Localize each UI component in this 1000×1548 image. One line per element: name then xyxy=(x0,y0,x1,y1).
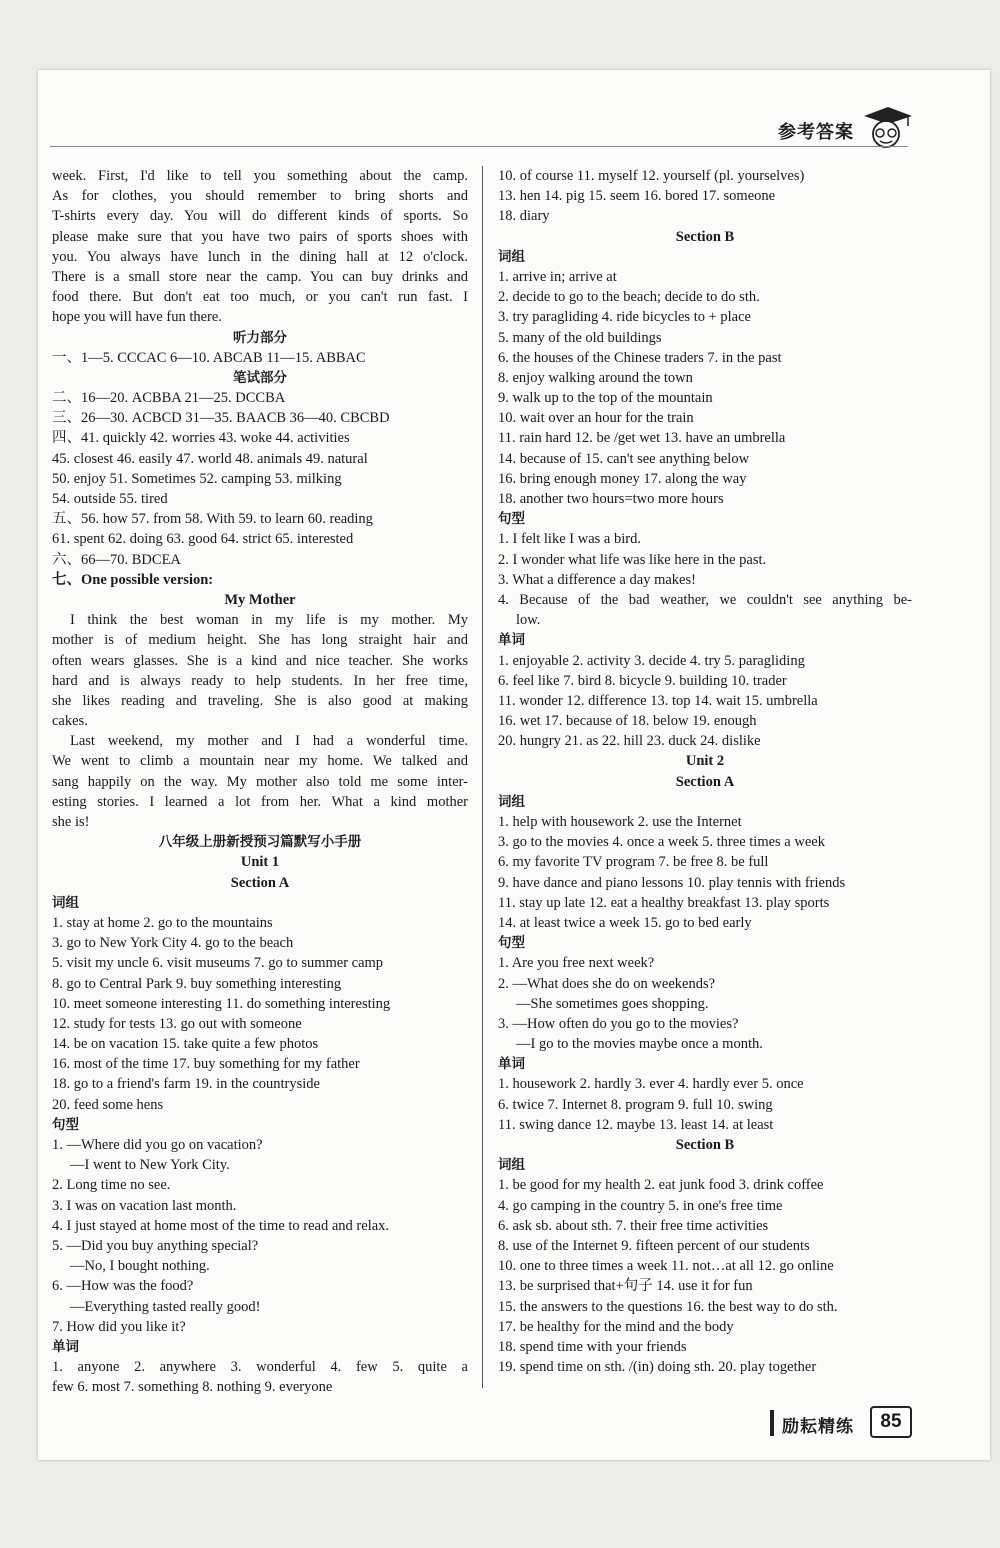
left-column-line: please make sure that you have two pairs of sports shoes with xyxy=(52,228,468,245)
right-column-line: 11. wonder 12. difference 13. top 14. wait 15. umbrella xyxy=(498,692,818,709)
left-column-line: 四、41. quickly 42. worries 43. woke 44. activities xyxy=(52,430,350,447)
right-column-line: 3. —How often do you go to the movies? xyxy=(498,1015,739,1032)
right-column-line: 18. another two hours=two more hours xyxy=(498,491,724,507)
right-column-line: 2. I wonder what life was like here in the past. xyxy=(498,551,767,568)
right-column-line: 4. Because of the bad weather, we couldn't see anything be- xyxy=(498,591,912,608)
left-column-line: you. You always have lunch in the dining hall at 12 o'clock. xyxy=(52,248,468,265)
left-column-line: she likes reading and traveling. She is also good at making xyxy=(52,692,468,709)
right-column-line: 16. bring enough money 17. along the way xyxy=(498,470,747,487)
left-column-line: There is a small store near the camp. You can buy drinks and xyxy=(52,268,468,285)
right-column-line: 6. feel like 7. bird 8. bicycle 9. building 10. trader xyxy=(498,672,787,689)
right-column-line: Unit 2 xyxy=(685,753,725,770)
footer-bar xyxy=(770,1410,774,1436)
right-column-line: 18. spend time with your friends xyxy=(498,1338,687,1355)
left-column-line: 六、66—70. BDCEA xyxy=(52,551,181,568)
right-column-line: 13. be surprised that+句子 14. use it for fun xyxy=(498,1278,753,1295)
left-column-line: —I went to New York City. xyxy=(70,1157,230,1174)
right-column-line: 单词 xyxy=(498,632,525,649)
right-column-line: 10. one to three times a week 11. not…at all 12. go online xyxy=(498,1258,834,1275)
right-column-line: Section A xyxy=(675,773,735,790)
left-column-line: 笔试部分 xyxy=(233,369,287,386)
right-column-line: 单词 xyxy=(498,1056,525,1073)
left-column-line: 5. visit my uncle 6. visit museums 7. go to summer camp xyxy=(52,955,384,972)
left-column-line: 5. —Did you buy anything special? xyxy=(52,1237,259,1254)
left-column-line: 八年级上册新授预习篇默写小手册 xyxy=(158,834,362,851)
right-column-line: —She sometimes goes shopping. xyxy=(516,995,709,1012)
left-column-line: 句型 xyxy=(52,1116,79,1133)
right-column-line: 15. the answers to the questions 16. the best way to do sth. xyxy=(498,1298,838,1315)
left-column-line: week. First, I'd like to tell you something about the camp. xyxy=(52,168,468,184)
right-column-line: 句型 xyxy=(498,511,525,528)
right-column-line: 9. have dance and piano lessons 10. play tennis with friends xyxy=(498,874,846,891)
left-column xyxy=(52,166,468,1397)
right-column-line: 1. enjoyable 2. activity 3. decide 4. try 5. paragliding xyxy=(498,652,805,669)
right-column-line: 1. Are you free next week? xyxy=(498,955,655,972)
left-column-line: I think the best woman in my life is my mother. My xyxy=(70,612,468,629)
left-column-line: We went to climb a mountain near my home. We talked and xyxy=(52,753,468,770)
left-column-line: 一、1—5. CCCAC 6—10. ABCAB 11—15. ABBAC xyxy=(52,349,366,366)
left-column-line: 18. go to a friend's farm 19. in the countryside xyxy=(52,1076,320,1093)
left-column-line: esting stories. I learned a lot from her. What a kind mother xyxy=(52,793,468,810)
right-column-line: 1. arrive in; arrive at xyxy=(498,268,617,285)
left-column-line: 3. I was on vacation last month. xyxy=(52,1197,237,1214)
right-column-line: 17. be healthy for the mind and the body xyxy=(498,1318,734,1335)
right-column-line: low. xyxy=(516,612,541,629)
left-column-line: often wears glasses. She is a kind and nice teacher. She works xyxy=(52,652,468,669)
left-column-line: 6. —How was the food? xyxy=(52,1278,194,1295)
left-column-line: 54. outside 55. tired xyxy=(52,491,168,507)
left-column-line: 50. enjoy 51. Sometimes 52. camping 53. milking xyxy=(52,470,342,487)
right-column-line: 11. swing dance 12. maybe 13. least 14. at least xyxy=(498,1116,774,1133)
right-column-line: —I go to the movies maybe once a month. xyxy=(516,1036,763,1053)
left-column-line: 8. go to Central Park 9. buy something interesting xyxy=(52,975,342,992)
right-column-line: 16. wet 17. because of 18. below 19. enough xyxy=(498,713,757,730)
right-column-line: 6. twice 7. Internet 8. program 9. full 10. swing xyxy=(498,1096,773,1113)
right-column-line: 14. at least twice a week 15. go to bed early xyxy=(498,914,752,931)
right-column-line: 18. diary xyxy=(498,208,550,225)
left-column-line: few 6. most 7. something 8. nothing 9. everyone xyxy=(52,1379,333,1396)
left-column-line: 七、One possible version: xyxy=(52,571,214,588)
left-column-line: 20. feed some hens xyxy=(52,1096,164,1113)
right-column-line: 13. hen 14. pig 15. seem 16. bored 17. someone xyxy=(498,188,776,205)
left-column-line: 1. —Where did you go on vacation? xyxy=(52,1137,263,1153)
graduate-mascot-icon xyxy=(858,104,914,150)
right-column xyxy=(498,166,912,1377)
right-column-line: 8. enjoy walking around the town xyxy=(498,369,693,386)
header-rule xyxy=(50,146,908,147)
right-column-line: 词组 xyxy=(498,793,525,810)
left-column-line: T-shirts every day. You will do different kinds of sports. So xyxy=(52,208,468,225)
left-column-line: she is! xyxy=(52,814,90,830)
left-column-line: 14. be on vacation 15. take quite a few photos xyxy=(52,1036,319,1053)
page-number: 85 xyxy=(870,1406,912,1438)
right-column-line: 10. of course 11. myself 12. yourself (pl. yourselves) xyxy=(498,168,805,184)
right-column-line: 6. my favorite TV program 7. be free 8. be full xyxy=(498,854,769,871)
right-column-line: 5. many of the old buildings xyxy=(498,329,662,346)
right-column-line: Section B xyxy=(675,228,735,245)
left-column-line: 听力部分 xyxy=(233,329,287,346)
left-column-line: 三、26—30. ACBCD 31—35. BAACB 36—40. CBCBD xyxy=(52,410,390,427)
left-column-line: hope you will have fun there. xyxy=(52,309,222,326)
right-column-line: 句型 xyxy=(498,935,525,952)
left-column-line: 7. How did you like it? xyxy=(52,1318,186,1335)
right-column-line: 1. housework 2. hardly 3. ever 4. hardly ever 5. once xyxy=(498,1076,804,1093)
left-column-line: 2. Long time no see. xyxy=(52,1177,171,1194)
right-column-line: 词组 xyxy=(498,248,525,265)
footer xyxy=(770,1404,920,1437)
right-column-line: 4. go camping in the country 5. in one's free time xyxy=(498,1197,783,1214)
left-column-line: —No, I bought nothing. xyxy=(70,1258,210,1275)
right-column-line: 20. hungry 21. as 22. hill 23. duck 24. dislike xyxy=(498,733,761,750)
left-column-line: 1. anyone 2. anywhere 3. wonderful 4. few 5. quite a xyxy=(52,1359,468,1376)
left-column-line: As for clothes, you should remember to bring shorts and xyxy=(52,188,468,205)
right-column-line: 8. use of the Internet 9. fifteen percent of our students xyxy=(498,1237,810,1254)
right-column-line: 6. ask sb. about sth. 7. their free time activities xyxy=(498,1217,769,1234)
left-column-line: 12. study for tests 13. go out with someone xyxy=(52,1015,302,1032)
right-column-line: 1. I felt like I was a bird. xyxy=(498,531,641,548)
column-divider xyxy=(482,166,483,1388)
right-column-line: Section B xyxy=(675,1137,735,1153)
left-column-line: 五、56. how 57. from 58. With 59. to learn 60. reading xyxy=(52,511,373,528)
left-column-line: 单词 xyxy=(52,1338,79,1355)
right-column-line: 3. try paragliding 4. ride bicycles to + place xyxy=(498,309,751,326)
left-column-line: hard and is always ready to help students. In her free time, xyxy=(52,672,468,689)
footer-label: 励耘精练 xyxy=(782,1417,854,1437)
left-column-line: Section A xyxy=(230,874,290,891)
right-column-line: 3. What a difference a day makes! xyxy=(498,571,696,588)
right-column-line: 10. wait over an hour for the train xyxy=(498,410,694,427)
right-column-line: 2. decide to go to the beach; decide to do sth. xyxy=(498,289,760,306)
left-column-line: Last weekend, my mother and I had a wonderful time. xyxy=(70,733,468,750)
left-column-line: —Everything tasted really good! xyxy=(70,1298,261,1315)
right-column-line: 3. go to the movies 4. once a week 5. three times a week xyxy=(498,834,825,851)
left-column-line: 1. stay at home 2. go to the mountains xyxy=(52,914,273,931)
right-column-line: 14. because of 15. can't see anything below xyxy=(498,450,750,467)
right-column-line: 1. help with housework 2. use the Internet xyxy=(498,814,742,830)
left-column-line: 10. meet someone interesting 11. do something interesting xyxy=(52,995,391,1012)
left-column-line: 45. closest 46. easily 47. world 48. animals 49. natural xyxy=(52,450,368,467)
left-column-line: Unit 1 xyxy=(240,854,280,871)
right-column-line: 2. —What does she do on weekends? xyxy=(498,975,716,992)
left-column-line: 词组 xyxy=(52,894,79,911)
right-column-line: 11. stay up late 12. eat a healthy breakfast 13. play sports xyxy=(498,894,830,911)
right-column-line: 词组 xyxy=(498,1157,525,1174)
left-column-line: My Mother xyxy=(224,591,296,608)
left-column-line: mother is of medium height. She has long straight hair and xyxy=(52,632,468,649)
header-title: 参考答案 xyxy=(778,122,854,143)
right-column-line: 1. be good for my health 2. eat junk food 3. drink coffee xyxy=(498,1177,824,1194)
left-column-line: 61. spent 62. doing 63. good 64. strict 65. interested xyxy=(52,531,354,548)
left-column-line: sang happily on the way. My mother also told me some inter- xyxy=(52,773,468,790)
left-column-line: 3. go to New York City 4. go to the beach xyxy=(52,935,294,952)
left-column-line: 二、16—20. ACBBA 21—25. DCCBA xyxy=(52,390,286,407)
left-column-line: 16. most of the time 17. buy something for my father xyxy=(52,1056,360,1073)
right-column-line: 6. the houses of the Chinese traders 7. in the past xyxy=(498,349,782,366)
right-column-line: 9. walk up to the top of the mountain xyxy=(498,390,713,407)
left-column-line: 4. I just stayed at home most of the time to read and relax. xyxy=(52,1217,390,1234)
right-column-line: 19. spend time on sth. /(in) doing sth. 20. play together xyxy=(498,1359,817,1376)
left-column-line: cakes. xyxy=(52,713,88,730)
right-column-line: 11. rain hard 12. be /get wet 13. have an umbrella xyxy=(498,430,786,447)
left-column-line: food there. But don't eat too much, or you can't run fast. I xyxy=(52,289,468,306)
